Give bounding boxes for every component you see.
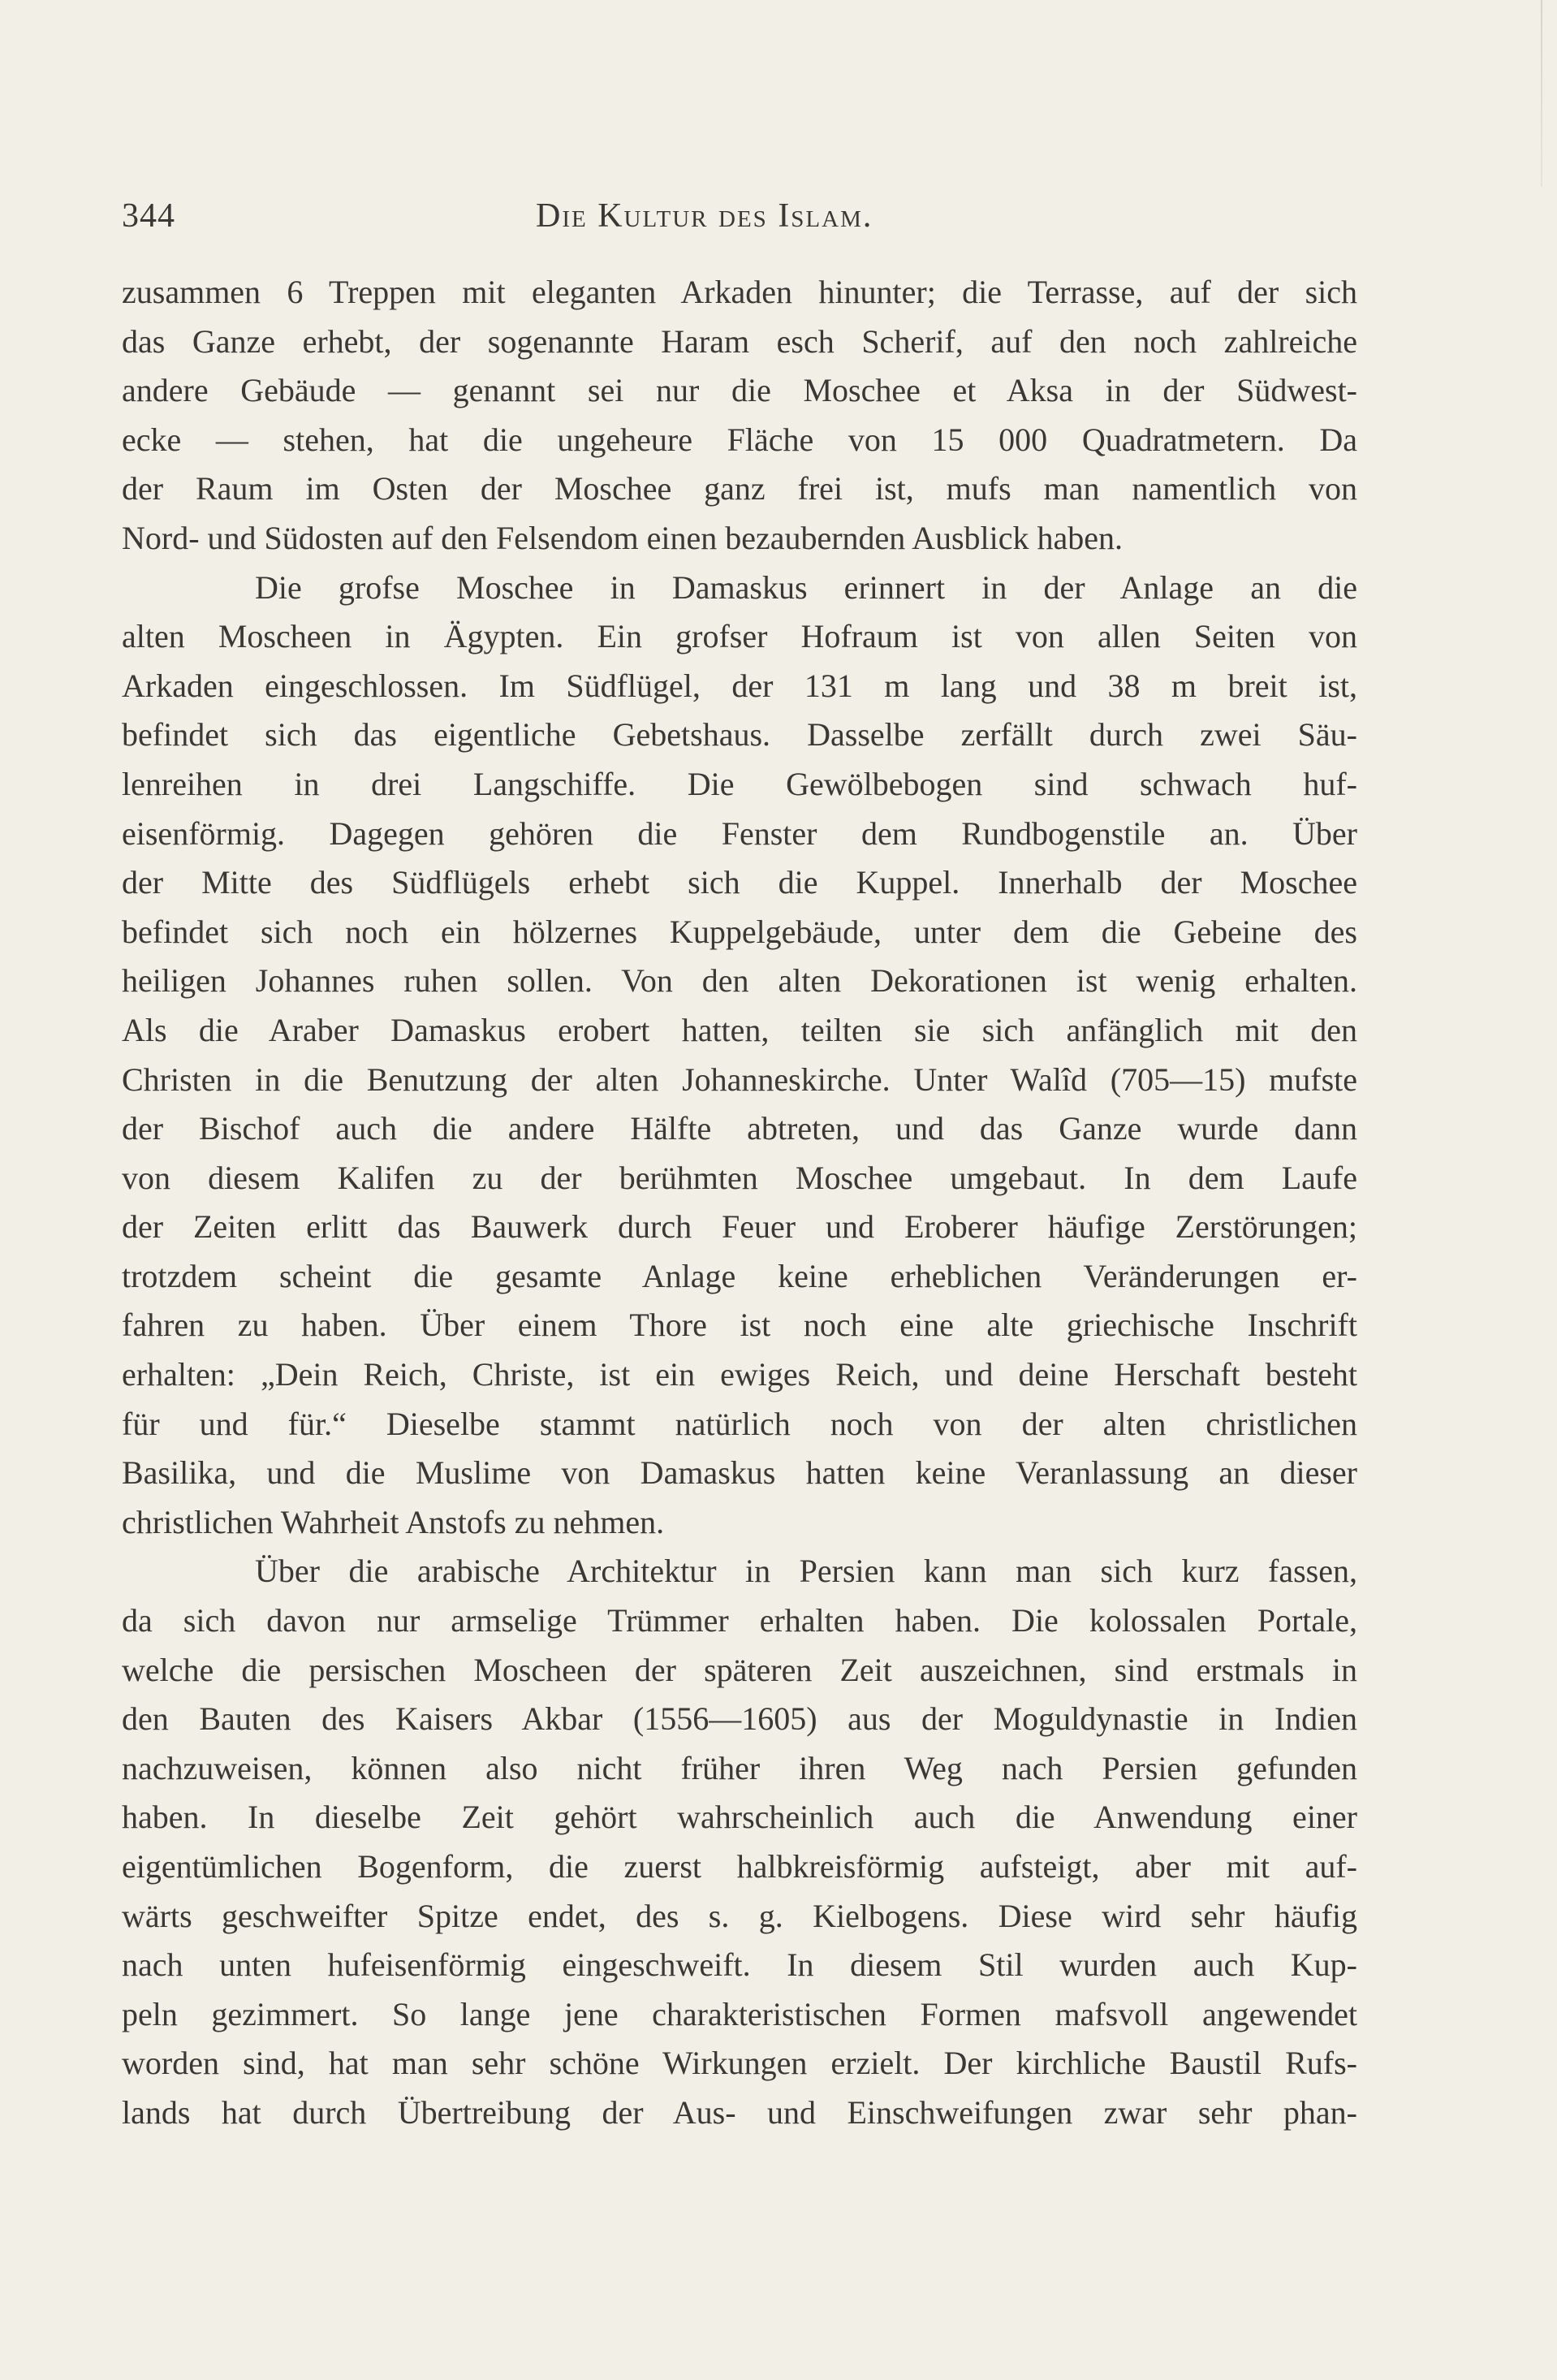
text-line: der Bischof auch die andere Hälfte abtreten, und das Ganze wurde dann (122, 1110, 1357, 1147)
text-line: das Ganze erhebt, der sogenannte Haram esch Scherif, auf den noch zahlreiche (122, 322, 1357, 360)
text-line: von diesem Kalifen zu der berühmten Moschee umgebaut. In dem Laufe (122, 1159, 1357, 1196)
text-line: den Bauten des Kaisers Akbar (1556—1605) aus der Moguldynastie in Indien (122, 1700, 1357, 1738)
text-line: trotzdem scheint die gesamte Anlage keine erheblichen Veränderungen er- (122, 1257, 1357, 1294)
text-line: nach unten hufeisenförmig eingeschweift. In diesem Stil wurden auch Kup- (122, 1946, 1357, 1984)
text-line: befindet sich noch ein hölzernes Kuppelgebäude, unter dem die Gebeine des (122, 913, 1357, 950)
text-line: Arkaden eingeschlossen. Im Südflügel, der 131 m lang und 38 m breit ist, (122, 667, 1357, 704)
text-line: fahren zu haben. Über einem Thore ist noch eine alte griechische Inschrift (122, 1307, 1357, 1344)
text-line: lands hat durch Übertreibung der Aus- und Einschweifungen zwar sehr phan- (122, 2093, 1357, 2131)
text-line: Christen in die Benutzung der alten Johanneskirche. Unter Walîd (705—15) mufste (122, 1060, 1357, 1098)
page-number: 344 (122, 197, 175, 235)
text-line: haben. In dieselbe Zeit gehört wahrscheinlich auch die Anwendung einer (122, 1799, 1357, 1836)
text-line: worden sind, hat man sehr schöne Wirkungen erzielt. Der kirchliche Baustil Rufs- (122, 2045, 1357, 2082)
page-edge-mark (1541, 0, 1542, 187)
text-line: peln gezimmert. So lange jene charakteristischen Formen mafsvoll angewendet (122, 1995, 1357, 2032)
text-line: befindet sich das eigentliche Gebetshaus. Dasselbe zerfällt durch zwei Säu- (122, 716, 1357, 754)
text-line: welche die persischen Moscheen der späteren Zeit auszeichnen, sind erstmals in (122, 1651, 1357, 1688)
body-text (122, 268, 1357, 2138)
text-line: der Raum im Osten der Moschee ganz frei ist, mufs man namentlich von (122, 470, 1357, 508)
text-line: da sich davon nur armselige Trümmer erhalten haben. Die kolossalen Portale, (122, 1602, 1357, 1639)
text-line: zusammen 6 Treppen mit eleganten Arkaden hinunter; die Terrasse, auf der sich (122, 274, 1357, 310)
text-line: ecke — stehen, hat die ungeheure Fläche von 15 000 Quadratmetern. Da (122, 421, 1357, 458)
text-line: Basilika, und die Muslime von Damaskus hatten keine Veranlassung an dieser (122, 1454, 1357, 1492)
text-line: lenreihen in drei Langschiffe. Die Gewölbebogen sind schwach huf- (122, 765, 1357, 802)
text-line: eisenförmig. Dagegen gehören die Fenster dem Rundbogenstile an. Über (122, 814, 1357, 852)
text-line: Als die Araber Damaskus erobert hatten, teilten sie sich anfänglich mit den (122, 1011, 1357, 1048)
text-line: nachzuweisen, können also nicht früher ihren Weg nach Persien gefunden (122, 1749, 1357, 1786)
text-line: andere Gebäude — genannt sei nur die Moschee et Aksa in der Südwest- (122, 372, 1357, 409)
text-line: alten Moscheen in Ägypten. Ein grofser Hofraum ist von allen Seiten von (122, 618, 1357, 655)
text-line: eigentümlichen Bogenform, die zuerst halbkreisförmig aufsteigt, aber mit auf- (122, 1848, 1357, 1885)
running-title: Die Kultur des Islam. (536, 197, 873, 235)
text-line: Über die arabische Architektur in Persien kann man sich kurz fassen, (255, 1553, 1357, 1590)
text-line: der Mitte des Südflügels erhebt sich die Kuppel. Innerhalb der Moschee (122, 864, 1357, 901)
text-line: christlichen Wahrheit Anstofs zu nehmen. (122, 1503, 665, 1540)
text-line: Die grofse Moschee in Damaskus erinnert in der Anlage an die (255, 568, 1357, 606)
text-line: wärts geschweifter Spitze endet, des s. g. Kielbogens. Diese wird sehr häufig (122, 1897, 1357, 1934)
text-line: für und für.“ Dieselbe stammt natürlich noch von der alten christlichen (122, 1405, 1357, 1442)
text-line: erhalten: „Dein Reich, Christe, ist ein ewiges Reich, und deine Herschaft besteht (122, 1356, 1357, 1393)
text-line: heiligen Johannes ruhen sollen. Von den alten Dekorationen ist wenig erhalten. (122, 962, 1357, 1000)
text-line: Nord- und Südosten auf den Felsendom einen bezaubernden Ausblick haben. (122, 519, 1124, 556)
page-header (122, 197, 1356, 253)
text-line: der Zeiten erlitt das Bauwerk durch Feuer und Eroberer häufige Zerstörungen; (122, 1208, 1357, 1246)
